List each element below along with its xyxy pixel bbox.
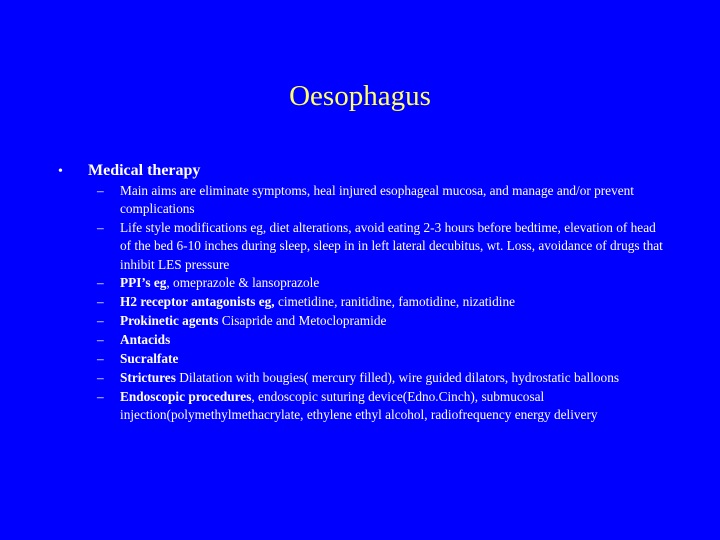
list-item xyxy=(97,219,667,274)
item-bold: Antacids xyxy=(120,332,171,348)
dash-icon: – xyxy=(97,183,104,198)
sub-bullet-list xyxy=(97,182,667,425)
dash-icon: – xyxy=(97,220,104,236)
dash-icon: – xyxy=(97,294,104,310)
item-bold: Sucralfate xyxy=(120,350,179,366)
item-text: Main aims are eliminate symptoms, heal injured esophageal mucosa, and manage and/or prevent complications xyxy=(120,183,634,217)
bullet-icon: • xyxy=(58,164,63,179)
dash-icon: – xyxy=(97,350,104,366)
item-text: Dilatation with bougies( mercury filled), wire guided dilators, hydrostatic balloons xyxy=(175,369,620,385)
item-bold: H2 receptor antagonists eg, xyxy=(120,294,275,310)
list-item xyxy=(97,369,667,387)
dash-icon: – xyxy=(97,275,104,291)
list-item xyxy=(97,388,667,424)
list-item xyxy=(97,182,667,218)
dash-icon: – xyxy=(97,388,104,404)
dash-icon: – xyxy=(97,369,104,385)
item-bold: Endoscopic procedures xyxy=(120,388,252,404)
item-text: , endoscopic suturing device(Edno.Cinch), submucosal injection(polymethylmethacrylate, ethylene ethyl alcohol, radiofrequency energy delivery xyxy=(120,388,598,422)
bullet-label: Medical therapy xyxy=(88,162,201,179)
slide-title: Oesophagus xyxy=(289,80,431,112)
item-bold: Strictures xyxy=(120,369,176,385)
dash-icon: – xyxy=(97,313,104,329)
item-text: Life style modifications eg, diet alterations, avoid eating 2-3 hours before bedtime, elevation of head of the bed 6-10 inches during sleep, sleep in in left lateral decubitus, wt. Loss, avoidance of drugs that inhibit LES pressure xyxy=(120,220,663,272)
dash-icon: – xyxy=(97,332,104,348)
list-item xyxy=(97,312,667,330)
item-text: , omeprazole & lansoprazole xyxy=(166,275,320,291)
item-bold: Prokinetic agents xyxy=(120,313,219,329)
list-item xyxy=(97,350,667,368)
item-bold: PPI’s eg xyxy=(120,275,167,291)
item-text: Cisapride and Metoclopramide xyxy=(218,313,387,329)
list-item xyxy=(97,331,667,349)
bullet-medical-therapy xyxy=(58,160,698,183)
item-text: cimetidine, ranitidine, famotidine, nizatidine xyxy=(274,294,516,310)
list-item xyxy=(97,293,667,311)
list-item xyxy=(97,274,667,292)
